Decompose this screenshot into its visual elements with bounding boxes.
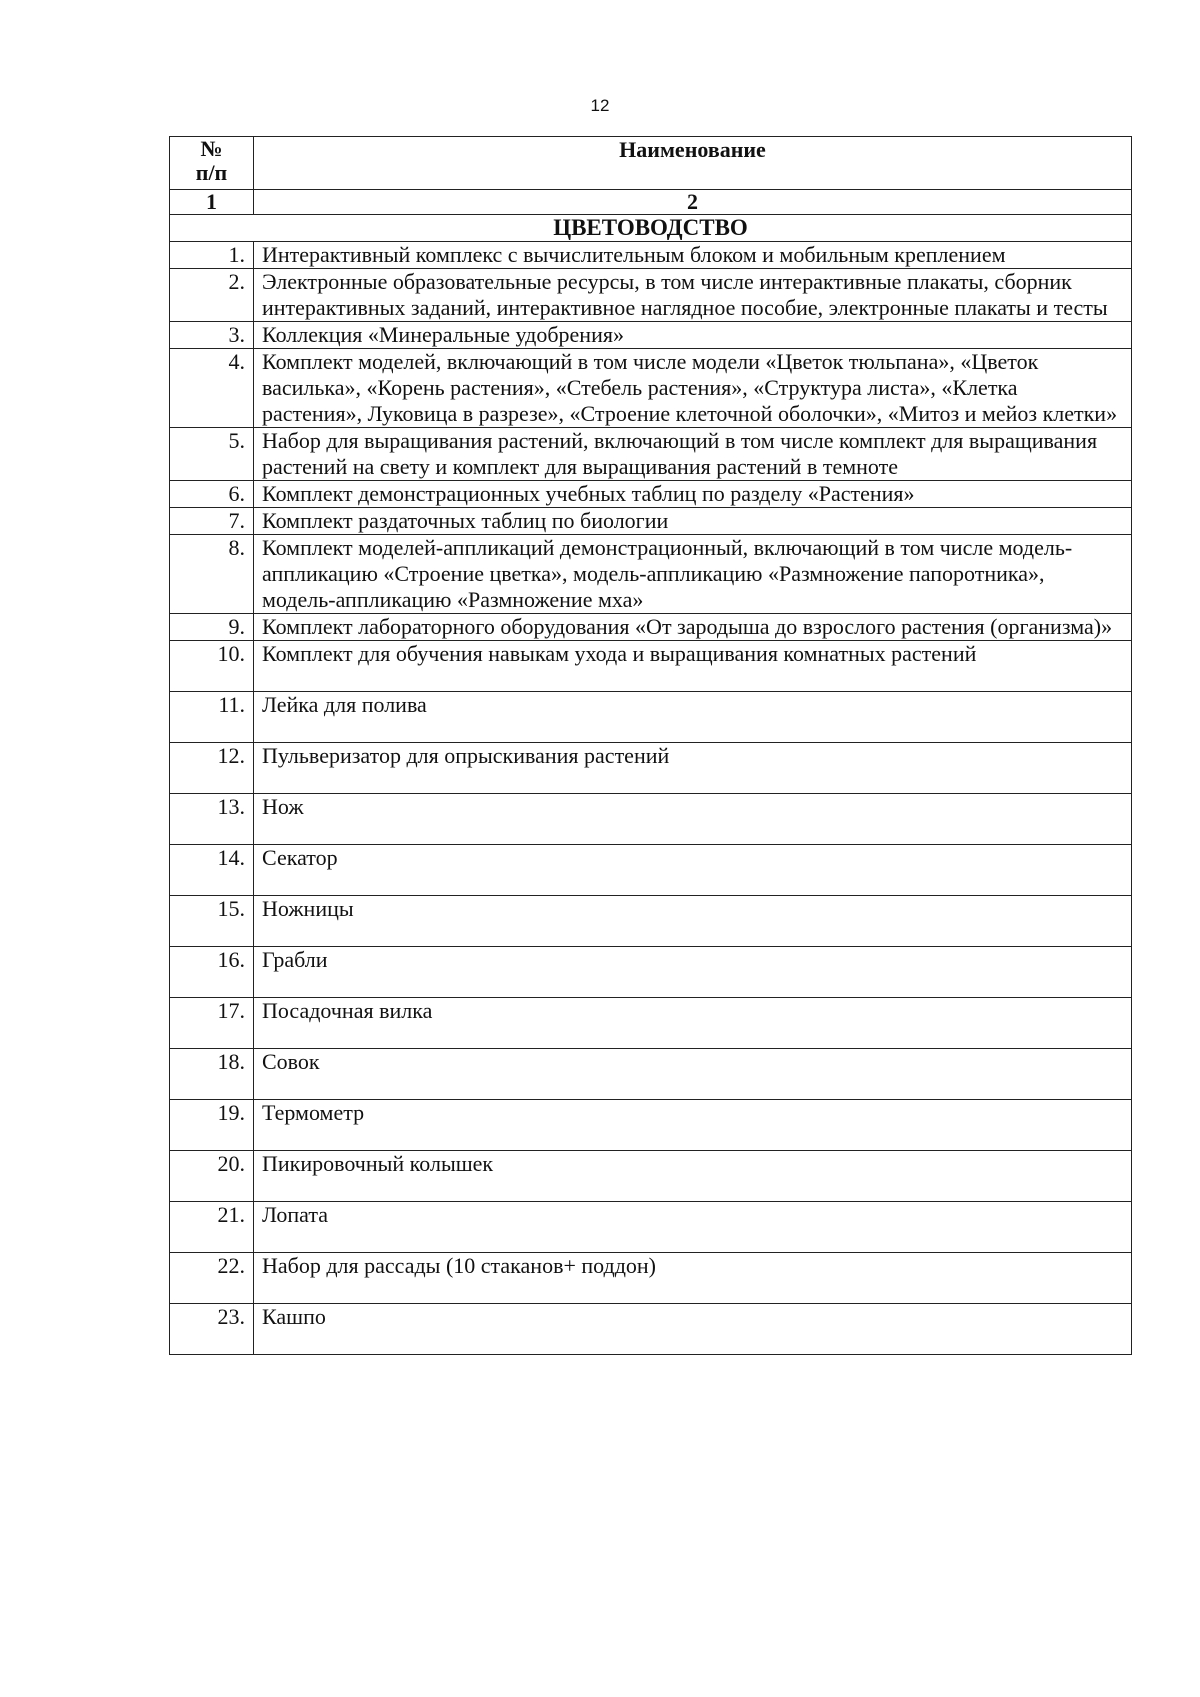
page-number: 12	[590, 96, 610, 115]
row-number: 21.	[170, 1202, 254, 1253]
table-row	[170, 428, 1132, 481]
section-row	[170, 215, 1132, 242]
equipment-table	[169, 136, 1132, 1355]
row-name: Пульверизатор для опрыскивания растений	[254, 743, 1132, 794]
row-name: Коллекция «Минеральные удобрения»	[254, 322, 1132, 349]
row-name: Интерактивный комплекс с вычислительным блоком и мобильным креплением	[254, 242, 1132, 269]
row-name: Электронные образовательные ресурсы, в том числе интерактивные плакаты, сборник интерактивных заданий, интерактивное наглядное пособие, электронные плакаты и тесты	[254, 269, 1132, 322]
table-row	[170, 269, 1132, 322]
row-name: Посадочная вилка	[254, 998, 1132, 1049]
row-name: Термометр	[254, 1100, 1132, 1151]
row-number: 15.	[170, 896, 254, 947]
row-number: 14.	[170, 845, 254, 896]
column-number-row	[170, 190, 1132, 215]
row-name: Нож	[254, 794, 1132, 845]
table-row	[170, 998, 1132, 1049]
table-row	[170, 481, 1132, 508]
row-number: 5.	[170, 428, 254, 481]
row-number: 2.	[170, 269, 254, 322]
row-name: Кашпо	[254, 1304, 1132, 1355]
table-row	[170, 947, 1132, 998]
row-name: Набор для выращивания растений, включающий в том числе комплект для выращивания растений на свету и комплект для выращивания растений в темноте	[254, 428, 1132, 481]
row-number: 12.	[170, 743, 254, 794]
row-number: 16.	[170, 947, 254, 998]
table-row	[170, 794, 1132, 845]
table-row	[170, 1253, 1132, 1304]
table-row	[170, 1151, 1132, 1202]
row-number: 1.	[170, 242, 254, 269]
header-number-abbr: п/п	[195, 160, 228, 185]
row-name: Ножницы	[254, 896, 1132, 947]
row-number: 18.	[170, 1049, 254, 1100]
table-row	[170, 242, 1132, 269]
row-name: Комплект раздаточных таблиц по биологии	[254, 508, 1132, 535]
row-name: Пикировочный колышек	[254, 1151, 1132, 1202]
section-title: ЦВЕТОВОДСТВО	[170, 215, 1132, 242]
row-name: Комплект моделей, включающий в том числе модели «Цветок тюльпана», «Цветок василька», «Корень растения», «Стебель растения», «Структура листа», «Клетка растения», Луковица в разрезе», «Строение клеточной оболочки», «Митоз и мейоз клетки»	[254, 349, 1132, 428]
row-number: 17.	[170, 998, 254, 1049]
row-number: 6.	[170, 481, 254, 508]
row-name: Грабли	[254, 947, 1132, 998]
column-number-2: 2	[254, 190, 1132, 215]
header-number-symbol: №	[200, 136, 223, 161]
row-number: 19.	[170, 1100, 254, 1151]
row-number: 4.	[170, 349, 254, 428]
row-name: Совок	[254, 1049, 1132, 1100]
row-number: 8.	[170, 535, 254, 614]
row-number: 11.	[170, 692, 254, 743]
row-name: Лейка для полива	[254, 692, 1132, 743]
table-row	[170, 508, 1132, 535]
table-row	[170, 614, 1132, 641]
row-number: 9.	[170, 614, 254, 641]
table-row	[170, 1304, 1132, 1355]
table-row	[170, 322, 1132, 349]
table-header-row	[170, 137, 1132, 190]
table-row	[170, 692, 1132, 743]
row-number: 23.	[170, 1304, 254, 1355]
row-number: 7.	[170, 508, 254, 535]
row-number: 22.	[170, 1253, 254, 1304]
table-row	[170, 1100, 1132, 1151]
row-name: Секатор	[254, 845, 1132, 896]
table-row	[170, 743, 1132, 794]
row-name: Комплект для обучения навыкам ухода и выращивания комнатных растений	[254, 641, 1132, 692]
header-number	[170, 137, 254, 190]
table-row	[170, 1049, 1132, 1100]
row-name: Комплект моделей-аппликаций демонстрационный, включающий в том числе модель-аппликацию «Строение цветка», модель-аппликацию «Размножение папоротника», модель-аппликацию «Размножение мха»	[254, 535, 1132, 614]
row-number: 10.	[170, 641, 254, 692]
table-row	[170, 641, 1132, 692]
table-row	[170, 1202, 1132, 1253]
row-name: Набор для рассады (10 стаканов+ поддон)	[254, 1253, 1132, 1304]
header-name: Наименование	[254, 137, 1132, 190]
column-number-1: 1	[170, 190, 254, 215]
row-name: Лопата	[254, 1202, 1132, 1253]
row-number: 13.	[170, 794, 254, 845]
table-row	[170, 535, 1132, 614]
table-row	[170, 896, 1132, 947]
table-row	[170, 845, 1132, 896]
row-number: 20.	[170, 1151, 254, 1202]
row-name: Комплект лабораторного оборудования «От зародыша до взрослого растения (организма)»	[254, 614, 1132, 641]
row-name: Комплект демонстрационных учебных таблиц по разделу «Растения»	[254, 481, 1132, 508]
row-number: 3.	[170, 322, 254, 349]
table-row	[170, 349, 1132, 428]
